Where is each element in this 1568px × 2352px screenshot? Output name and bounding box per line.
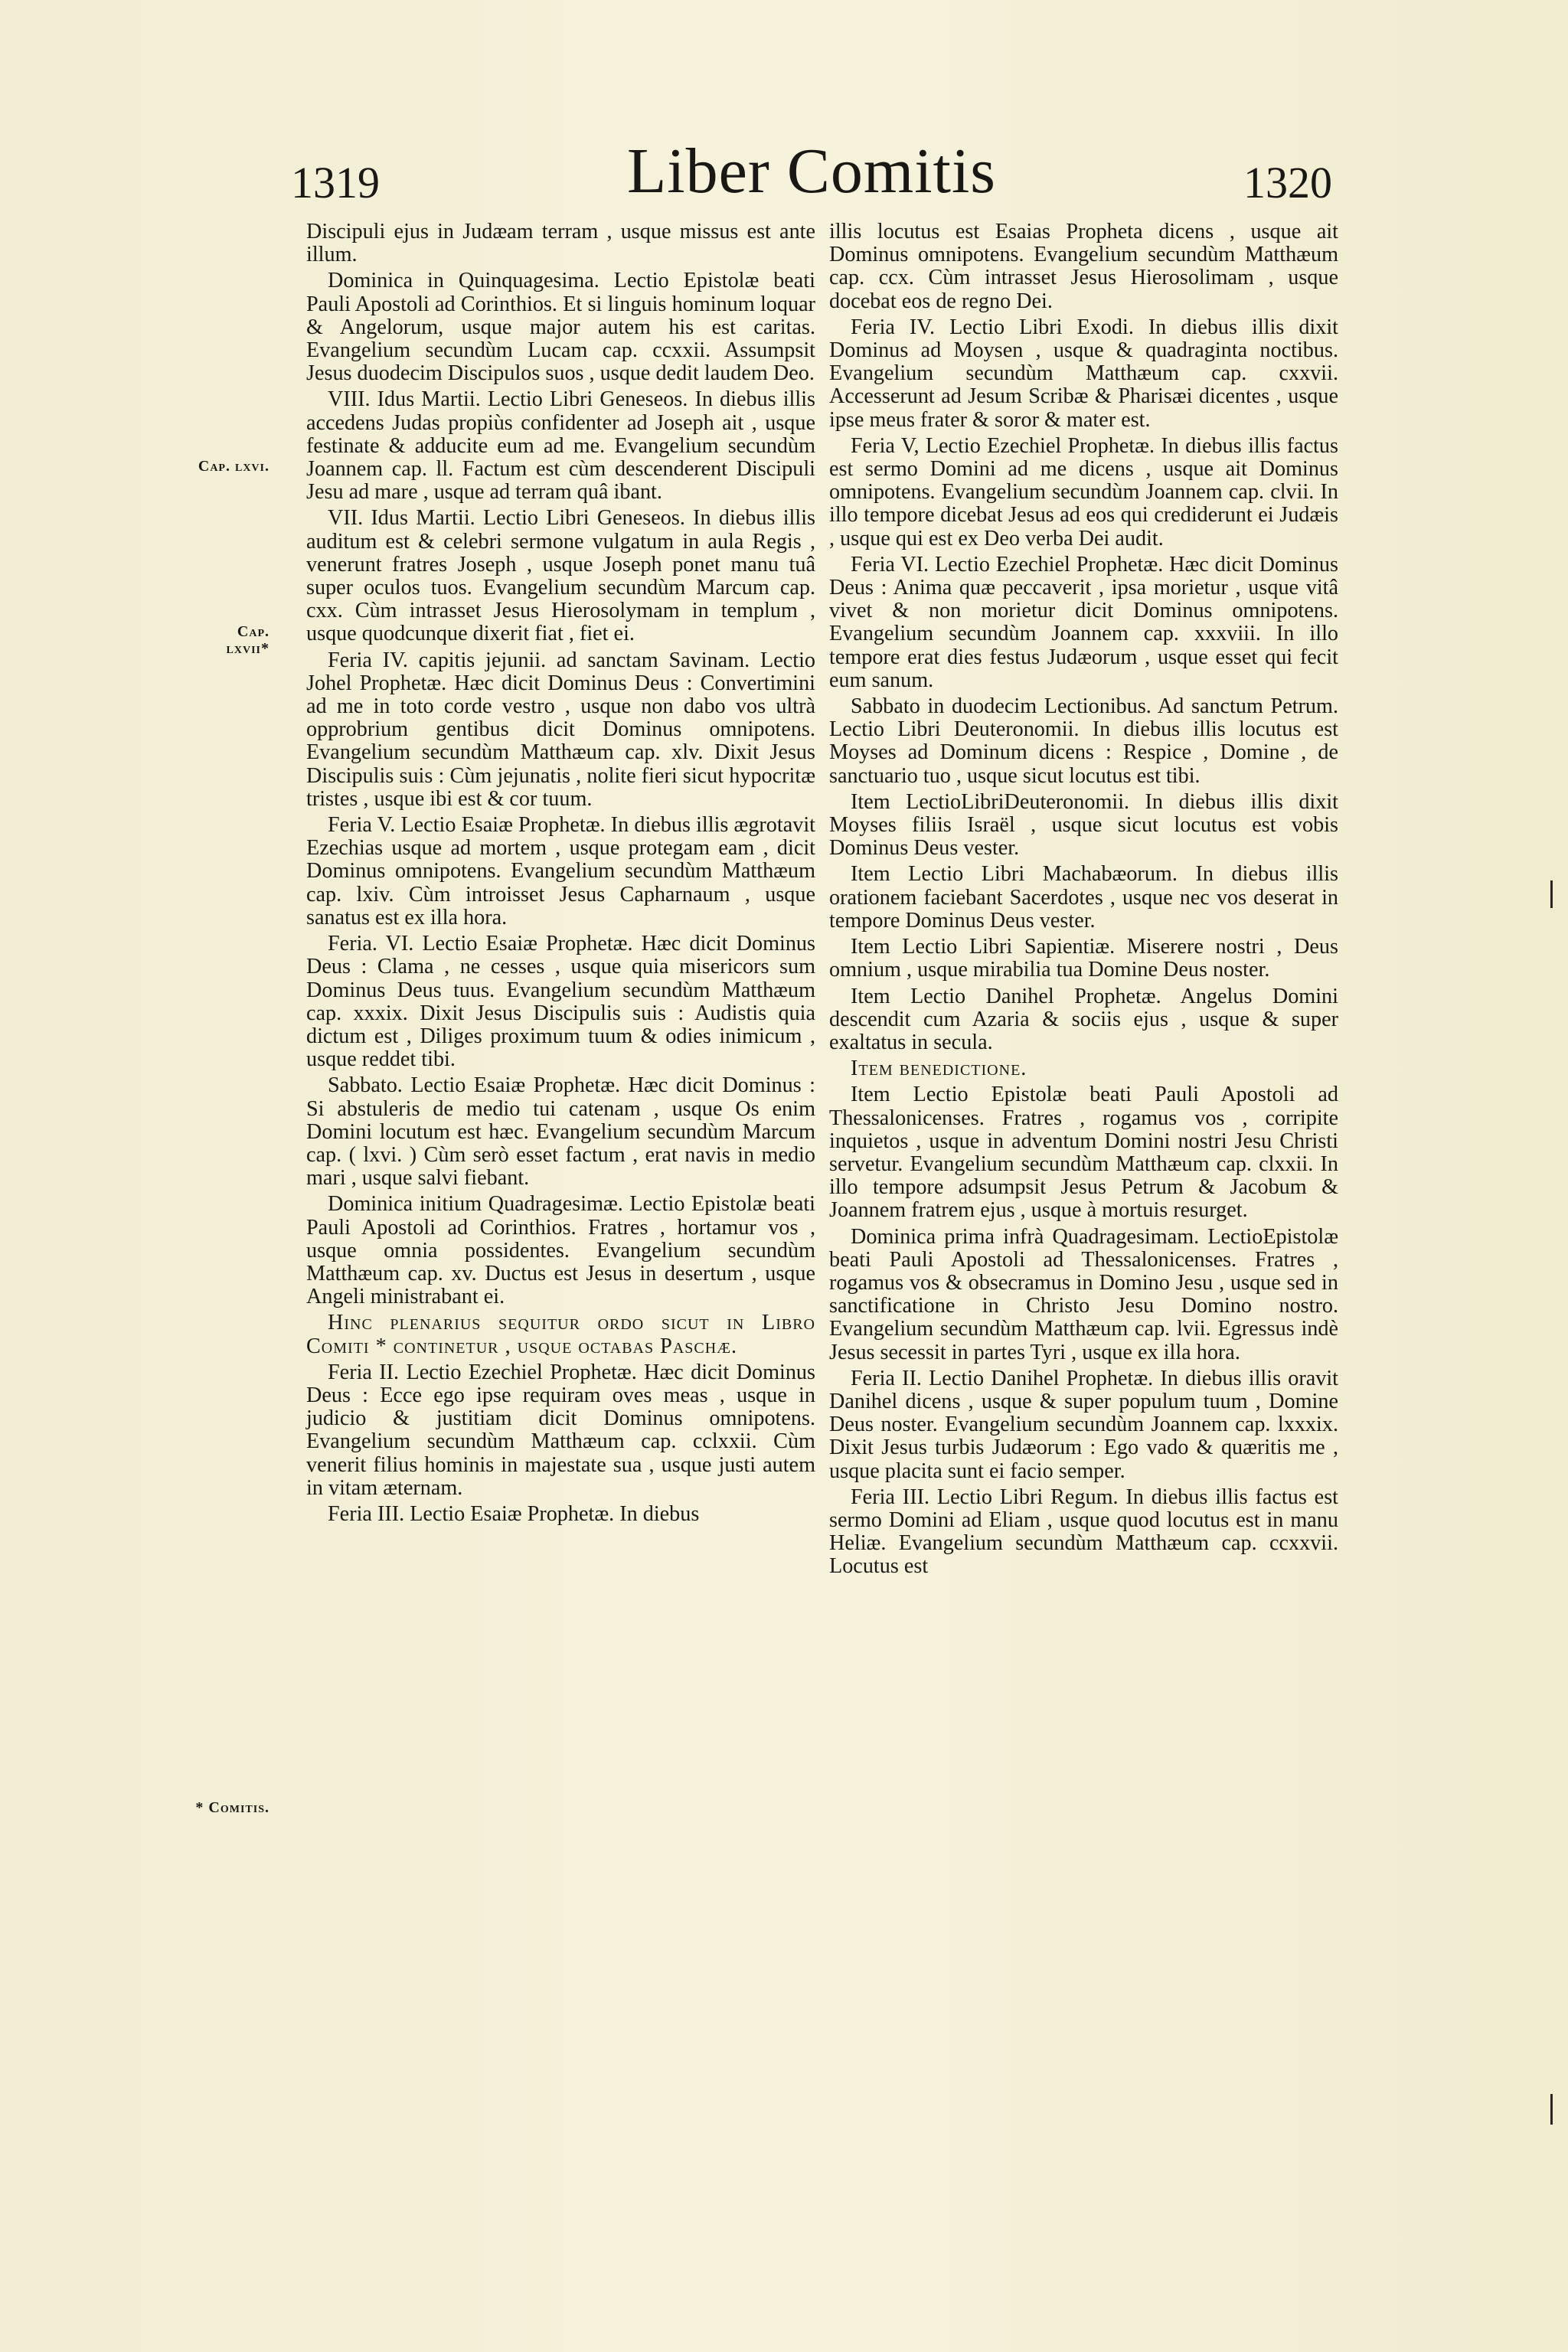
paragraph: Feria III. Lectio Libri Regum. In diebus illis factus est sermo Domini ad Eliam , usque quod locutus est in manu Heliæ. Evangelium secundùm Matthæum cap. ccxxvii. Locutus est	[829, 1485, 1338, 1579]
paragraph: Item Lectio Libri Machabæorum. In diebus illis orationem faciebant Sacerdotes , usque nec vos deserat in tempore Dominus Deus vester.	[829, 862, 1338, 933]
page-edge-mark	[1550, 2094, 1553, 2125]
paragraph: Item Lectio Danihel Prophetæ. Angelus Domini descendit cum Azaria & sociis ejus , usque & super exaltatus in secula.	[829, 984, 1338, 1054]
paragraph: Feria V. Lectio Esaiæ Prophetæ. In diebus illis ægrotavit Ezechias usque ad mortem , usque protegam eam , dicit Dominus omnipotens. Evangelium secundùm Matthæum cap. lxiv. Cùm introisset Jesus Capharnaum , usque sanatus est ex illa hora.	[306, 813, 815, 929]
running-title: Liber Comitis	[627, 136, 996, 207]
left-column	[306, 220, 815, 1529]
paragraph: Dominica in Quinquagesima. Lectio Epistolæ beati Pauli Apostoli ad Corinthios. Et si linguis hominum loquar & Angelorum, usque major autem his est caritas. Evangelium secundùm Lucam cap. ccxxii. Assumpsit Jesus duodecim Discipulos suos , usque dedit laudem Deo.	[306, 269, 815, 386]
paragraph: Sabbato in duodecim Lectionibus. Ad sanctum Petrum. Lectio Libri Deuteronomii. In diebus illis locutus est Moyses ad Dominum dicens : Respice , Domine , de sanctuario tuo , usque sicut locutus est tibi.	[829, 694, 1338, 788]
page-header	[291, 134, 1332, 226]
paragraph: Feria VI. Lectio Ezechiel Prophetæ. Hæc dicit Dominus Deus : Anima quæ peccaverit , ipsa morietur , usque vitâ vivet & non morietur dicit Dominus omnipotens. Evangelium secundùm Joannem cap. xxxviii. In illo tempore erat dies festus Judæorum , usque esset qui fecit eum sanum.	[829, 552, 1338, 692]
paragraph: Item LectioLibriDeuteronomii. In diebus illis dixit Moyses filiis Israël , usque sicut locutus est vobis Dominus Deus vester.	[829, 789, 1338, 861]
margin-note-cap-lxvi: Cap. lxvi.	[198, 458, 270, 475]
paragraph: Feria III. Lectio Esaiæ Prophetæ. In diebus	[328, 1501, 700, 1526]
rubric-heading: Hinc plenarius sequitur ordo sicut in Libro Comiti * continetur , usque octabas Paschæ.	[306, 1311, 815, 1358]
margin-note-cap-lxvii: Cap. lxvii*	[226, 623, 270, 657]
paragraph: Feria II. Lectio Ezechiel Prophetæ. Hæc dicit Dominus Deus : Ecce ego ipse requiram oves meas , usque in judicio & justitiam dicit Dominus omnipotens. Evangelium secundùm Matthæum cap. cclxxii. Cùm venerit filius hominis in majestate sua , usque justi autem in vitam æternam.	[306, 1360, 815, 1500]
paragraph: VIII. Idus Martii. Lectio Libri Geneseos. In diebus illis accedens Judas propiùs confidenter ad Joseph ait , usque festinate & adducite eum ad me. Evangelium secundùm Joannem cap. ll. Factum est cùm descenderent Discipuli Jesu ad mare , usque ad terram quâ ibant.	[306, 387, 815, 505]
rubric-heading: Item benedictione.	[851, 1057, 1027, 1081]
paragraph: Dominica prima infrà Quadragesimam. LectioEpistolæ beati Pauli Apostoli ad Thessalonicenses. Fratres , rogamus vos & obsecramus in Domino Jesu , usque sed in sanctificatione in Christo Jesu Domino nostro. Evangelium secundùm Matthæum cap. lvii. Egressus indè Jesus secessit in partes Tyri , usque ex illa hora.	[829, 1224, 1338, 1364]
right-column	[829, 220, 1338, 1582]
paragraph: Item Lectio Epistolæ beati Pauli Apostoli ad Thessalonicenses. Fratres , rogamus vos , corripite inquietos , usque in adventum Domini nostri Jesu Christi servetur. Evangelium secundùm Matthæum cap. clxxii. In illo tempore adsumpsit Jesus Petrum & Jacobum & Joannem fratrem ejus , usque à mortuis resurget.	[829, 1083, 1338, 1223]
paragraph: Feria. VI. Lectio Esaiæ Prophetæ. Hæc dicit Dominus Deus : Clama , ne cesses , usque quia misericors sum Dominus Deus tuus. Evangelium secundùm Matthæum cap. xxxix. Dixit Jesus Discipulis suis : Audistis quia dictum est , Diliges proximum tuum & odies inimicum , usque reddet tibi.	[306, 932, 815, 1072]
left-page-number: 1319	[291, 158, 380, 207]
paragraph: Feria IV. Lectio Libri Exodi. In diebus illis dixit Dominus ad Moysen , usque & quadraginta noctibus. Evangelium secundùm Matthæum cap. cxxvii. Accesserunt ad Jesum Scribæ & Pharisæi dicentes , usque ipse meus frater & soror & mater est.	[829, 315, 1338, 432]
paragraph: Dominica initium Quadragesimæ. Lectio Epistolæ beati Pauli Apostoli ad Corinthios. Fratres , hortamur vos , usque omnia possidentes. Evangelium secundùm Matthæum cap. xv. Ductus est Jesus in desertum , usque Angeli ministrabant ei.	[306, 1192, 815, 1309]
paragraph: Discipuli ejus in Judæam terram , usque missus est ante illum.	[306, 220, 815, 267]
paragraph: Feria II. Lectio Danihel Prophetæ. In diebus illis oravit Danihel dicens , usque & super populum tuum , Domine Deus noster. Evangelium secundùm Joannem cap. lxxxix. Dixit Jesus turbis Judæorum : Ego vado & quæritis me , usque placita sunt ei facio semper.	[829, 1366, 1338, 1483]
paragraph: Sabbato. Lectio Esaiæ Prophetæ. Hæc dicit Dominus : Si abstuleris de medio tui catenam , usque Os enim Domini locutum est hæc. Evangelium secundùm Marcum cap. ( lxvi. ) Cùm serò esset factum , erat navis in medio mari , usque salvi fiebant.	[306, 1073, 815, 1191]
paragraph: VII. Idus Martii. Lectio Libri Geneseos. In diebus illis auditum est & celebri sermone vulgatum in aula Regis , venerunt fratres Joseph , usque Joseph ponet manu tuâ super oculos tuos. Evangelium secundùm Marcum cap. cxx. Cùm intrasset Jesus Hierosolymam in templum , usque quodcunque dixerit fiat , fiet ei.	[306, 506, 815, 646]
paragraph: Item Lectio Libri Sapientiæ. Miserere nostri , Deus omnium , usque mirabilia tua Domine Deus noster.	[829, 935, 1338, 982]
paragraph: Feria IV. capitis jejunii. ad sanctam Savinam. Lectio Johel Prophetæ. Hæc dicit Dominus Deus : Convertimini ad me in toto corde vestro , usque non dabo vos ultrà opprobrium gentibus dicit Dominus omnipotens. Evangelium secundùm Matthæum cap. xlv. Dixit Jesus Discipulis suis : Cùm jejunatis , nolite fieri sicut hypocritæ tristes , usque ibi est & cor tuum.	[306, 648, 815, 811]
paragraph: illis locutus est Esaias Propheta dicens , usque ait Dominus omnipotens. Evangelium secundùm Matthæum cap. ccx. Cùm intrasset Jesus Hierosolimam , usque docebat eos de regno Dei.	[829, 220, 1338, 313]
page-edge-mark	[1550, 880, 1553, 908]
paragraph: Feria V, Lectio Ezechiel Prophetæ. In diebus illis factus est sermo Domini ad me dicens , usque ait Dominus omnipotens. Evangelium secundùm Joannem cap. clvii. In illo tempore dicebat Jesus ad eos qui crediderunt ei Judæis , usque qui est ex Deo verba Dei audit.	[829, 433, 1338, 550]
right-page-number: 1320	[1243, 158, 1332, 207]
margin-note-comitis: * Comitis.	[195, 1799, 270, 1816]
